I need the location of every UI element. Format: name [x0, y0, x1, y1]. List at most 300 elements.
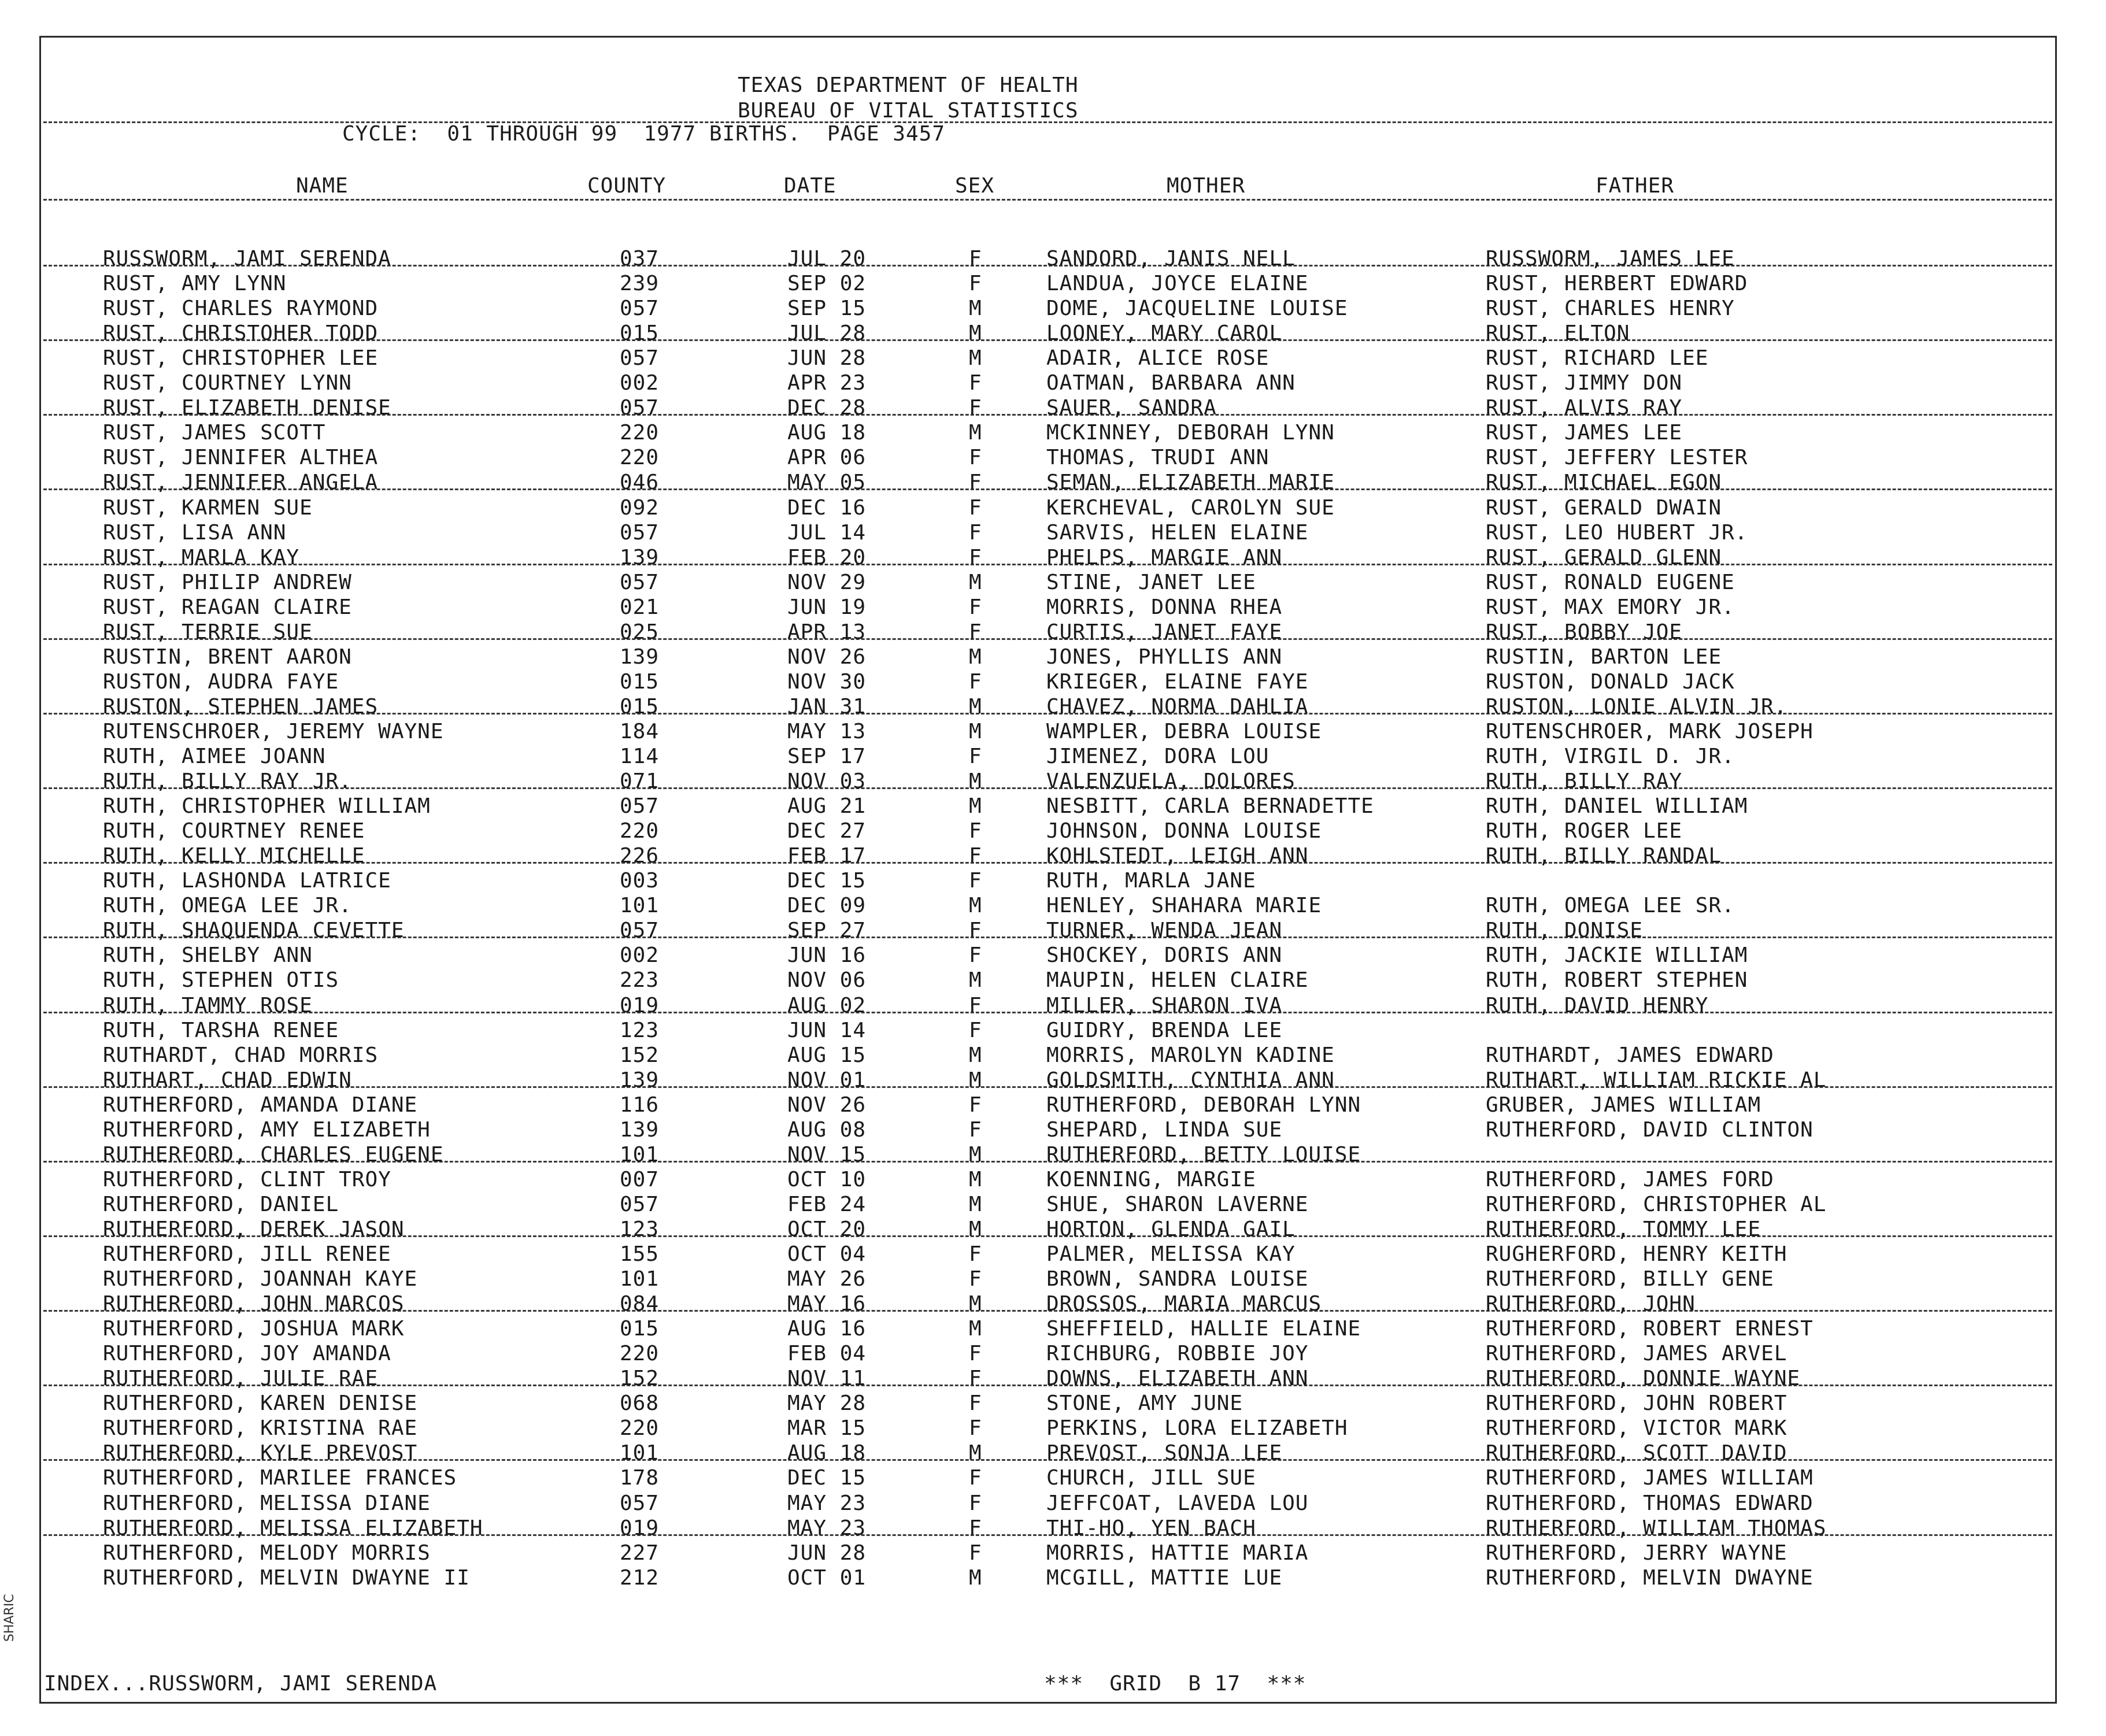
record-date: DEC 15	[787, 1466, 867, 1490]
record-county: 057	[620, 346, 660, 371]
record-sex: M	[969, 1142, 982, 1167]
record-county: 084	[620, 1292, 660, 1316]
record-county: 057	[620, 794, 660, 819]
record-date: NOV 26	[787, 645, 867, 669]
record-sex: M	[969, 1565, 982, 1590]
record-father: RUTENSCHROER, MARK JOSEPH	[1486, 719, 1813, 743]
record-sex: F	[969, 1491, 982, 1515]
record-sex: M	[969, 694, 982, 719]
record-mother: SHUE, SHARON LAVERNE	[1046, 1192, 1309, 1216]
record-name: RUST, MARLA KAY	[103, 545, 300, 569]
record-name: RUTHERFORD, MELISSA ELIZABETH	[103, 1516, 483, 1540]
record-county: 152	[620, 1043, 660, 1067]
record-date: NOV 15	[787, 1142, 867, 1167]
record-county: 220	[620, 446, 660, 470]
record-father: RUTHERFORD, BILLY GENE	[1486, 1267, 1774, 1291]
record-father: RUST, MICHAEL EGON	[1486, 471, 1722, 495]
record-father: RUTH, ROGER LEE	[1486, 819, 1683, 843]
record-father: RUTH, BILLY RANDAL	[1486, 844, 1722, 868]
table-row	[0, 1268, 2106, 1293]
record-name: RUTH, CHRISTOPHER WILLIAM	[103, 794, 431, 819]
table-row	[0, 695, 2106, 720]
record-name: RUTH, SHELBY ANN	[103, 943, 313, 968]
record-sex: F	[969, 247, 982, 271]
record-father: RUTHERFORD, JAMES FORD	[1486, 1167, 1774, 1191]
record-father: RUTHARDT, JAMES EDWARD	[1486, 1043, 1774, 1067]
record-county: 019	[620, 1516, 660, 1540]
record-mother: OATMAN, BARBARA ANN	[1046, 371, 1296, 395]
record-mother: DROSSOS, MARIA MARCUS	[1046, 1292, 1322, 1316]
record-date: JUN 16	[787, 943, 867, 968]
record-name: RUTHERFORD, JULIE RAE	[103, 1367, 379, 1391]
record-county: 015	[620, 1317, 660, 1341]
record-sex: F	[969, 396, 982, 420]
record-mother: LANDUA, JOYCE ELAINE	[1046, 272, 1309, 296]
record-father: RUST, ALVIS RAY	[1486, 396, 1683, 420]
record-name: RUTHERFORD, MELODY MORRIS	[103, 1541, 431, 1565]
column-header-date: DATE	[784, 174, 837, 198]
record-mother: STONE, AMY JUNE	[1046, 1391, 1243, 1416]
record-sex: F	[969, 1242, 982, 1266]
record-date: MAY 13	[787, 719, 867, 743]
record-sex: F	[969, 1267, 982, 1291]
record-date: OCT 01	[787, 1565, 867, 1590]
record-date: NOV 30	[787, 669, 867, 694]
record-mother: KOENNING, MARGIE	[1046, 1167, 1256, 1191]
table-row	[0, 919, 2106, 944]
record-date: SEP 17	[787, 745, 867, 768]
record-date: MAY 26	[787, 1267, 867, 1291]
record-mother: SARVIS, HELEN ELAINE	[1046, 520, 1309, 545]
record-father: RUST, GERALD GLENN	[1486, 545, 1722, 569]
record-county: 021	[620, 595, 660, 619]
record-county: 123	[620, 1018, 660, 1042]
record-date: DEC 28	[787, 396, 867, 420]
record-mother: WAMPLER, DEBRA LOUISE	[1046, 719, 1322, 743]
record-sex: F	[969, 1342, 982, 1366]
record-county: 057	[620, 1491, 660, 1515]
record-name: RUST, KARMEN SUE	[103, 495, 313, 520]
record-sex: F	[969, 371, 982, 395]
record-name: RUTH, COURTNEY RENEE	[103, 819, 365, 843]
table-row	[0, 1094, 2106, 1119]
record-sex: F	[969, 595, 982, 619]
record-name: RUTHERFORD, KAREN DENISE	[103, 1391, 418, 1416]
record-mother: SHEPARD, LINDA SUE	[1046, 1117, 1283, 1142]
record-county: 227	[620, 1541, 660, 1565]
table-row	[0, 322, 2106, 347]
record-mother: JEFFCOAT, LAVEDA LOU	[1046, 1491, 1309, 1515]
table-row	[0, 1567, 2106, 1591]
record-father: RUTHERFORD, DAVID CLINTON	[1486, 1117, 1813, 1142]
record-date: JUL 20	[787, 247, 867, 271]
record-date: NOV 06	[787, 968, 867, 993]
record-name: RUTHERFORD, JILL RENEE	[103, 1242, 391, 1266]
record-mother: HENLEY, SHAHARA MARIE	[1046, 894, 1322, 918]
record-sex: F	[969, 844, 982, 868]
record-county: 007	[620, 1167, 660, 1191]
record-county: 220	[620, 1416, 660, 1441]
record-mother: STINE, JANET LEE	[1046, 570, 1256, 594]
record-name: RUTHERFORD, MELVIN DWAYNE II	[103, 1565, 470, 1590]
record-father: RUGHERFORD, HENRY KEITH	[1486, 1242, 1787, 1266]
table-row	[0, 347, 2106, 372]
record-date: AUG 18	[787, 1441, 867, 1465]
record-date: NOV 01	[787, 1068, 867, 1092]
table-row	[0, 397, 2106, 421]
grid-footer: *** GRID B 17 ***	[1044, 1672, 1306, 1696]
record-sex: F	[969, 471, 982, 495]
record-mother: HORTON, GLENDA GAIL	[1046, 1217, 1296, 1241]
record-mother: THI-HO, YEN BACH	[1046, 1516, 1256, 1540]
record-sex: F	[969, 1416, 982, 1441]
record-father: RUSSWORM, JAMES LEE	[1486, 247, 1735, 271]
table-row	[0, 297, 2106, 322]
record-father: RUTHERFORD, SCOTT DAVID	[1486, 1441, 1787, 1465]
record-mother: KRIEGER, ELAINE FAYE	[1046, 669, 1309, 694]
record-county: 220	[620, 819, 660, 843]
record-name: RUTHERFORD, KYLE PREVOST	[103, 1441, 418, 1465]
record-county: 025	[620, 620, 660, 644]
table-row	[0, 247, 2106, 272]
record-sex: F	[969, 993, 982, 1017]
table-row	[0, 745, 2106, 770]
record-mother: ADAIR, ALICE ROSE	[1046, 346, 1269, 371]
side-label: SHARIC	[2, 1594, 17, 1642]
record-county: 220	[620, 1342, 660, 1366]
record-mother: RUTHERFORD, DEBORAH LYNN	[1046, 1093, 1361, 1117]
table-row	[0, 1193, 2106, 1218]
record-sex: M	[969, 968, 982, 993]
record-sex: M	[969, 1292, 982, 1316]
record-mother: MORRIS, DONNA RHEA	[1046, 595, 1283, 619]
table-row	[0, 446, 2106, 471]
record-father: RUTH, OMEGA LEE SR.	[1486, 894, 1735, 918]
record-date: JUN 28	[787, 346, 867, 371]
record-father: RUTH, DANIEL WILLIAM	[1486, 794, 1748, 819]
record-mother: CHAVEZ, NORMA DAHLIA	[1046, 694, 1309, 719]
record-date: OCT 04	[787, 1242, 867, 1266]
record-mother: JIMENEZ, DORA LOU	[1046, 745, 1269, 768]
record-father: RUTHERFORD, JOHN ROBERT	[1486, 1391, 1787, 1416]
record-county: 068	[620, 1391, 660, 1416]
record-date: AUG 08	[787, 1117, 867, 1142]
table-row	[0, 944, 2106, 969]
record-father: RUTH, BILLY RAY	[1486, 769, 1683, 794]
table-row	[0, 546, 2106, 571]
record-county: 101	[620, 894, 660, 918]
record-sex: F	[969, 545, 982, 569]
record-date: JUL 14	[787, 520, 867, 545]
record-sex: M	[969, 297, 982, 321]
record-county: 019	[620, 993, 660, 1017]
record-mother: MORRIS, HATTIE MARIA	[1046, 1541, 1309, 1565]
record-date: DEC 16	[787, 495, 867, 520]
record-date: AUG 02	[787, 993, 867, 1017]
record-sex: F	[969, 446, 982, 470]
record-mother: SHOCKEY, DORIS ANN	[1046, 943, 1283, 968]
record-sex: F	[969, 745, 982, 768]
record-date: OCT 10	[787, 1167, 867, 1191]
record-mother: PERKINS, LORA ELIZABETH	[1046, 1416, 1348, 1441]
record-father: RUST, MAX EMORY JR.	[1486, 595, 1735, 619]
table-row	[0, 646, 2106, 671]
record-date: JUN 19	[787, 595, 867, 619]
record-date: JUN 28	[787, 1541, 867, 1565]
record-mother: RUTH, MARLA JANE	[1046, 869, 1256, 893]
record-county: 015	[620, 669, 660, 694]
record-mother: PALMER, MELISSA KAY	[1046, 1242, 1296, 1266]
record-name: RUST, LISA ANN	[103, 520, 287, 545]
record-father: RUTHERFORD, JAMES WILLIAM	[1486, 1466, 1813, 1490]
record-date: SEP 27	[787, 919, 867, 943]
record-name: RUTHERFORD, DANIEL	[103, 1192, 339, 1216]
record-name: RUST, CHRISTOPHER LEE	[103, 346, 379, 371]
record-mother: CURTIS, JANET FAYE	[1046, 620, 1283, 644]
record-date: NOV 29	[787, 570, 867, 594]
column-header-name: NAME	[296, 174, 349, 198]
record-county: 152	[620, 1367, 660, 1391]
record-name: RUTHERFORD, JOHN MARCOS	[103, 1292, 405, 1316]
record-county: 057	[620, 1192, 660, 1216]
record-father: RUTH, VIRGIL D. JR.	[1486, 745, 1735, 768]
record-date: MAR 15	[787, 1416, 867, 1441]
record-county: 037	[620, 247, 660, 271]
record-sex: F	[969, 620, 982, 644]
table-row	[0, 1019, 2106, 1044]
record-father: RUST, JEFFERY LESTER	[1486, 446, 1748, 470]
table-row	[0, 869, 2106, 894]
record-date: AUG 21	[787, 794, 867, 819]
record-father: GRUBER, JAMES WILLIAM	[1486, 1093, 1761, 1117]
record-date: FEB 24	[787, 1192, 867, 1216]
record-name: RUST, REAGAN CLAIRE	[103, 595, 352, 619]
record-county: 116	[620, 1093, 660, 1117]
record-mother: SHEFFIELD, HALLIE ELAINE	[1046, 1317, 1361, 1341]
table-row	[0, 421, 2106, 446]
record-father: RUTHERFORD, VICTOR MARK	[1486, 1416, 1787, 1441]
table-row	[0, 1367, 2106, 1392]
record-date: MAY 23	[787, 1491, 867, 1515]
column-header-father: FATHER	[1596, 174, 1675, 198]
record-mother: MORRIS, MAROLYN KADINE	[1046, 1043, 1335, 1067]
table-row	[0, 1293, 2106, 1317]
table-row	[0, 969, 2106, 994]
table-row	[0, 471, 2106, 496]
table-row	[0, 1467, 2106, 1491]
record-sex: M	[969, 1043, 982, 1067]
record-county: 155	[620, 1242, 660, 1266]
record-sex: M	[969, 321, 982, 346]
table-row	[0, 1218, 2106, 1243]
record-name: RUTH, OMEGA LEE JR.	[103, 894, 352, 918]
record-date: AUG 18	[787, 421, 867, 445]
table-row	[0, 1143, 2106, 1168]
record-mother: GUIDRY, BRENDA LEE	[1046, 1018, 1283, 1042]
record-name: RUTH, STEPHEN OTIS	[103, 968, 339, 993]
record-sex: F	[969, 1391, 982, 1416]
record-name: RUTHERFORD, KRISTINA RAE	[103, 1416, 418, 1441]
record-mother: LOONEY, MARY CAROL	[1046, 321, 1283, 346]
record-name: RUSTON, AUDRA FAYE	[103, 669, 339, 694]
record-father: RUST, LEO HUBERT JR.	[1486, 520, 1748, 545]
record-county: 212	[620, 1565, 660, 1590]
record-county: 239	[620, 272, 660, 296]
record-county: 057	[620, 297, 660, 321]
record-father: RUST, GERALD DWAIN	[1486, 495, 1722, 520]
table-row	[0, 845, 2106, 869]
record-name: RUTHERFORD, AMANDA DIANE	[103, 1093, 418, 1117]
record-name: RUTENSCHROER, JEREMY WAYNE	[103, 719, 444, 743]
record-county: 139	[620, 545, 660, 569]
table-row	[0, 521, 2106, 546]
record-sex: M	[969, 1317, 982, 1341]
record-county: 057	[620, 520, 660, 545]
record-date: AUG 16	[787, 1317, 867, 1341]
record-date: OCT 20	[787, 1217, 867, 1241]
record-father: RUTHERFORD, WILLIAM THOMAS	[1486, 1516, 1827, 1540]
record-father: RUTHERFORD, JOHN	[1486, 1292, 1696, 1316]
record-county: 184	[620, 719, 660, 743]
table-row	[0, 272, 2106, 297]
table-row	[0, 1168, 2106, 1193]
record-date: FEB 04	[787, 1342, 867, 1366]
record-name: RUTHERFORD, CLINT TROY	[103, 1167, 391, 1191]
record-sex: F	[969, 819, 982, 843]
record-county: 002	[620, 371, 660, 395]
table-row	[0, 770, 2106, 795]
record-father: RUSTIN, BARTON LEE	[1486, 645, 1722, 669]
record-father: RUST, CHARLES HENRY	[1486, 297, 1735, 321]
table-row	[0, 1517, 2106, 1542]
record-county: 139	[620, 1068, 660, 1092]
record-father: RUTHERFORD, MELVIN DWAYNE	[1486, 1565, 1813, 1590]
record-county: 101	[620, 1441, 660, 1465]
record-county: 057	[620, 570, 660, 594]
table-row	[0, 671, 2106, 695]
record-name: RUSSWORM, JAMI SERENDA	[103, 247, 391, 271]
record-sex: F	[969, 1093, 982, 1117]
record-mother: DOWNS, ELIZABETH ANN	[1046, 1367, 1309, 1391]
record-county: 223	[620, 968, 660, 993]
record-name: RUST, JENNIFER ALTHEA	[103, 446, 379, 470]
record-name: RUTHERFORD, JOANNAH KAYE	[103, 1267, 418, 1291]
record-sex: F	[969, 1541, 982, 1565]
record-county: 139	[620, 1117, 660, 1142]
record-mother: SANDORD, JANIS NELL	[1046, 247, 1296, 271]
record-sex: F	[969, 943, 982, 968]
record-name: RUTH, TAMMY ROSE	[103, 993, 313, 1017]
record-father: RUTH, DONISE	[1486, 919, 1644, 943]
cycle-line: CYCLE: 01 THROUGH 99 1977 BIRTHS. PAGE 3457	[342, 122, 945, 146]
table-row	[0, 820, 2106, 845]
record-sex: F	[969, 495, 982, 520]
record-date: JUL 28	[787, 321, 867, 346]
table-row	[0, 1417, 2106, 1442]
record-mother: KOHLSTEDT, LEIGH ANN	[1046, 844, 1309, 868]
record-county: 178	[620, 1466, 660, 1490]
record-county: 092	[620, 495, 660, 520]
record-county: 071	[620, 769, 660, 794]
record-mother: KERCHEVAL, CAROLYN SUE	[1046, 495, 1335, 520]
table-row	[0, 1342, 2106, 1367]
record-date: SEP 15	[787, 297, 867, 321]
column-header-mother: MOTHER	[1167, 174, 1246, 198]
record-name: RUTHERFORD, AMY ELIZABETH	[103, 1117, 431, 1142]
record-sex: F	[969, 1466, 982, 1490]
record-date: NOV 03	[787, 769, 867, 794]
record-date: AUG 15	[787, 1043, 867, 1067]
record-father: RUTH, JACKIE WILLIAM	[1486, 943, 1748, 968]
record-father: RUSTON, DONALD JACK	[1486, 669, 1735, 694]
record-mother: THOMAS, TRUDI ANN	[1046, 446, 1269, 470]
record-father: RUST, JIMMY DON	[1486, 371, 1683, 395]
record-father: RUST, RONALD EUGENE	[1486, 570, 1735, 594]
table-row	[0, 1243, 2106, 1268]
table-row	[0, 720, 2106, 745]
record-name: RUST, PHILIP ANDREW	[103, 570, 352, 594]
table-row	[0, 1442, 2106, 1467]
record-mother: MAUPIN, HELEN CLAIRE	[1046, 968, 1309, 993]
record-father: RUTHERFORD, JAMES ARVEL	[1486, 1342, 1787, 1366]
table-row	[0, 1317, 2106, 1342]
column-header-county: COUNTY	[587, 174, 667, 198]
record-county: 101	[620, 1267, 660, 1291]
record-date: SEP 02	[787, 272, 867, 296]
record-date: APR 13	[787, 620, 867, 644]
record-county: 015	[620, 694, 660, 719]
table-row	[0, 1542, 2106, 1567]
record-mother: CHURCH, JILL SUE	[1046, 1466, 1256, 1490]
record-date: MAY 16	[787, 1292, 867, 1316]
record-father: RUST, RICHARD LEE	[1486, 346, 1709, 371]
record-name: RUST, AMY LYNN	[103, 272, 287, 296]
record-date: JUN 14	[787, 1018, 867, 1042]
record-sex: M	[969, 1441, 982, 1465]
record-sex: F	[969, 1367, 982, 1391]
record-date: MAY 05	[787, 471, 867, 495]
record-name: RUST, COURTNEY LYNN	[103, 371, 352, 395]
record-mother: RICHBURG, ROBBIE JOY	[1046, 1342, 1309, 1366]
record-father: RUST, JAMES LEE	[1486, 421, 1683, 445]
record-name: RUST, TERRIE SUE	[103, 620, 313, 644]
record-name: RUTHARDT, CHAD MORRIS	[103, 1043, 379, 1067]
record-father: RUTHERFORD, TOMMY LEE	[1486, 1217, 1761, 1241]
record-father: RUTH, ROBERT STEPHEN	[1486, 968, 1748, 993]
column-header-sex: SEX	[955, 174, 995, 198]
record-date: JAN 31	[787, 694, 867, 719]
record-sex: F	[969, 1117, 982, 1142]
table-row	[0, 621, 2106, 646]
agency-title: TEXAS DEPARTMENT OF HEALTH	[738, 73, 1079, 97]
record-sex: F	[969, 1018, 982, 1042]
record-name: RUTH, AIMEE JOANN	[103, 745, 326, 768]
record-sex: F	[969, 869, 982, 893]
record-date: NOV 11	[787, 1367, 867, 1391]
record-county: 057	[620, 919, 660, 943]
record-date: DEC 15	[787, 869, 867, 893]
record-mother: PHELPS, MARGIE ANN	[1046, 545, 1283, 569]
record-name: RUSTON, STEPHEN JAMES	[103, 694, 379, 719]
record-mother: RUTHERFORD, BETTY LOUISE	[1046, 1142, 1361, 1167]
record-name: RUTH, KELLY MICHELLE	[103, 844, 365, 868]
record-father: RUTHERFORD, CHRISTOPHER AL	[1486, 1192, 1827, 1216]
record-county: 123	[620, 1217, 660, 1241]
record-mother: GOLDSMITH, CYNTHIA ANN	[1046, 1068, 1335, 1092]
record-date: MAY 28	[787, 1391, 867, 1416]
bureau-title: BUREAU OF VITAL STATISTICS	[738, 99, 1079, 123]
record-name: RUST, CHRISTOHER TODD	[103, 321, 379, 346]
